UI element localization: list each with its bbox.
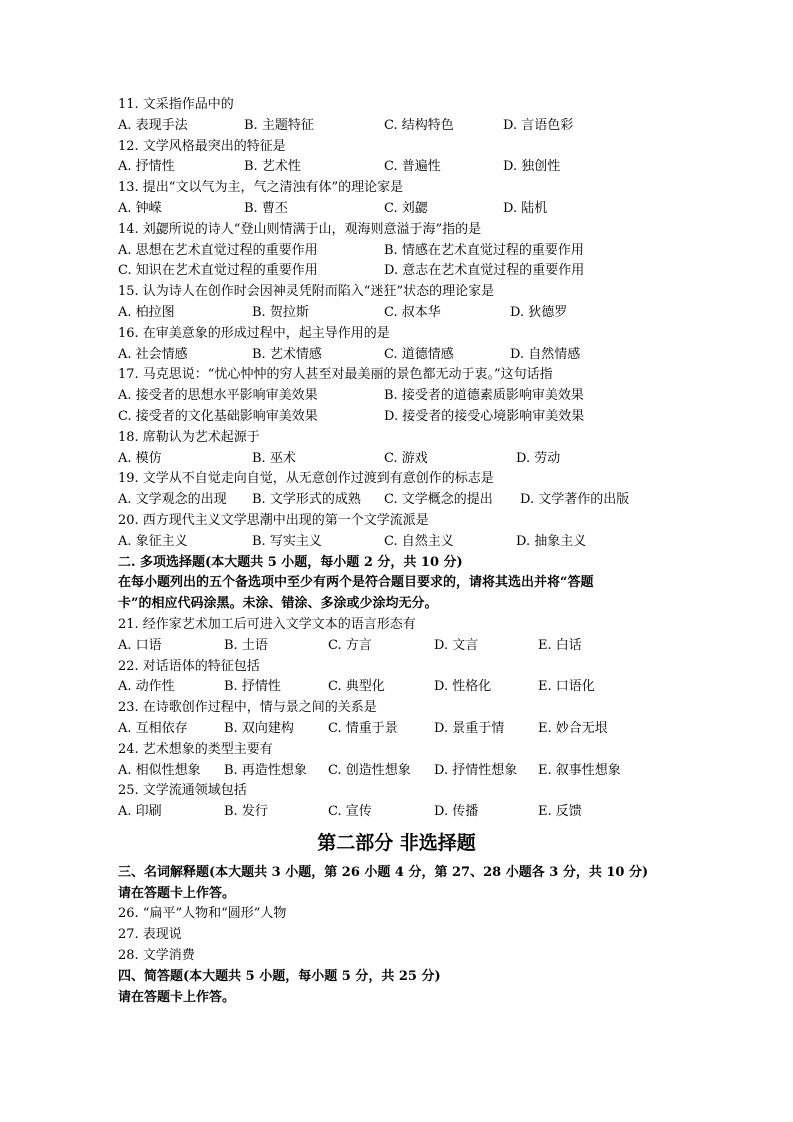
option: E. 口语化 [538,679,595,695]
option-row [118,677,678,698]
option: B. 巫术 [252,450,296,466]
option: C. 宣传 [328,804,372,820]
option: C. 自然主义 [384,533,454,549]
question-item: 27. 表现说 [118,927,182,943]
option: C. 情重于景 [328,720,398,736]
option: C. 游戏 [384,450,428,466]
option: E. 妙合无垠 [538,720,608,736]
option: A. 相似性想象 [118,762,201,778]
section-instruction: 请在答题卡上作答。 [118,885,236,901]
option: C. 文学概念的提出 [384,492,493,508]
option-row [118,719,678,740]
option: A. 印刷 [118,804,162,820]
question-stem: 18. 席勒认为艺术起源于 [118,429,260,445]
option: C. 接受者的文化基础影响审美效果 [118,408,318,424]
option: B. 再造性想象 [224,762,307,778]
option-row [118,532,678,553]
question-stem: 17. 马克思说：“忧心忡忡的穷人甚至对最美丽的景色都无动于衷。”这句话指 [118,367,553,383]
question-stem: 21. 经作家艺术加工后可进入文学文本的语言形态有 [118,616,416,632]
option-row [118,345,678,366]
option-row [118,199,678,220]
option-row [118,761,678,782]
section-instruction: 卡”的相应代码涂黑。未涂、错涂、多涂或少涂均无分。 [118,596,438,612]
option: A. 动作性 [118,679,175,695]
option: B. 文学形式的成熟 [252,492,361,508]
option: D. 接受者的接受心境影响审美效果 [384,408,585,424]
option-row [118,386,678,407]
option: A. 互相依存 [118,720,188,736]
option: D. 景重于情 [434,720,505,736]
option: D. 独创性 [503,159,561,175]
part-title: 第二部分 非选择题 [317,831,476,854]
option: A. 思想在艺术直觉过程的重要作用 [118,242,318,258]
question-stem: 19. 文学从不自觉走向自觉，从无意创作过渡到有意创作的标志是 [118,471,494,487]
option: C. 叔本华 [384,304,441,320]
option: E. 叙事性想象 [538,762,621,778]
option: C. 刘勰 [384,200,428,216]
question-stem: 25. 文学流通领域包括 [118,783,247,799]
option: D. 抒情性想象 [434,762,518,778]
option: D. 文言 [434,637,479,653]
option: D. 性格化 [434,679,492,695]
option: C. 道德情感 [384,346,454,362]
option: C. 普遍性 [384,159,441,175]
section-heading: 四、简答题(本大题共 5 小题，每小题 5 分，共 25 分) [118,968,441,984]
option-row [118,802,678,823]
option: D. 文学著作的出版 [520,492,630,508]
section-heading: 三、名词解释题(本大题共 3 小题，第 26 小题 4 分，第 27、28 小题各 3 分，共 10 分) [118,864,649,880]
option: B. 抒情性 [224,679,281,695]
option: B. 土语 [224,637,268,653]
question-stem: 15. 认为诗人在创作时会因神灵凭附而陷入“迷狂”状态的理论家是 [118,284,495,300]
option: E. 白话 [538,637,582,653]
option: A. 表现手法 [118,117,188,133]
option: B. 贺拉斯 [252,304,309,320]
option: B. 主题特征 [244,117,314,133]
option: B. 曹丕 [244,200,288,216]
option: D. 自然情感 [510,346,581,362]
option: D. 抽象主义 [516,533,587,549]
option: C. 结构特色 [384,117,454,133]
option: A. 口语 [118,637,162,653]
section-instruction: 请在答题卡上作答。 [118,989,236,1005]
question-stem: 23. 在诗歌创作过程中，情与景之间的关系是 [118,700,377,716]
question-stem: 24. 艺术想象的类型主要有 [118,741,273,757]
option: D. 狄德罗 [510,304,568,320]
option: B. 发行 [224,804,268,820]
option: D. 传播 [434,804,479,820]
option-row [118,116,678,137]
option: B. 双向建构 [224,720,294,736]
question-stem: 16. 在审美意象的形成过程中，起主导作用的是 [118,325,390,341]
question-stem: 12. 文学风格最突出的特征是 [118,138,286,154]
option-row [118,241,678,262]
option-row [118,636,678,657]
option: B. 艺术情感 [252,346,322,362]
option: D. 言语色彩 [503,117,574,133]
option-row [118,449,678,470]
option: A. 钟嵘 [118,200,162,216]
option-row [118,157,678,178]
option: C. 典型化 [328,679,385,695]
option: E. 反馈 [538,804,582,820]
option: D. 陆机 [503,200,548,216]
question-item: 26. “扁平”人物和“圆形”人物 [118,906,287,922]
option: B. 艺术性 [244,159,301,175]
section-instruction: 在每小题列出的五个备选项中至少有两个是符合题目要求的，请将其选出并将“答题 [118,575,594,591]
option: A. 象征主义 [118,533,188,549]
option: C. 创造性想象 [328,762,411,778]
option: B. 情感在艺术直觉过程的重要作用 [384,242,584,258]
question-stem: 14. 刘勰所说的诗人“登山则情满于山，观海则意溢于海”指的是 [118,221,482,237]
question-item: 28. 文学消费 [118,948,195,964]
option-row [118,261,678,282]
option: B. 写实主义 [252,533,322,549]
option: C. 知识在艺术直觉过程的重要作用 [118,263,318,279]
option-row [118,303,678,324]
option: A. 社会情感 [118,346,188,362]
question-stem: 11. 文采指作品中的 [118,97,234,112]
option: B. 接受者的道德素质影响审美效果 [384,388,584,404]
question-stem: 20. 西方现代主义文学思潮中出现的第一个文学流派是 [118,512,429,528]
option: A. 文学观念的出现 [118,492,227,508]
option: C. 方言 [328,637,372,653]
option: A. 抒情性 [118,159,175,175]
option: D. 劳动 [516,450,561,466]
section-heading: 二. 多项选择题(本大题共 5 小题，每小题 2 分，共 10 分) [118,554,463,570]
exam-page [118,95,678,1008]
option: A. 柏拉图 [118,304,175,320]
option-row [118,490,678,511]
question-stem: 13. 提出“文以气为主，气之清浊有体”的理论家是 [118,180,404,196]
option: A. 模仿 [118,450,162,466]
option: A. 接受者的思想水平影响审美效果 [118,388,318,404]
question-stem: 22. 对话语体的特征包括 [118,658,260,674]
option: D. 意志在艺术直觉过程的重要作用 [384,263,585,279]
option-row [118,407,678,428]
